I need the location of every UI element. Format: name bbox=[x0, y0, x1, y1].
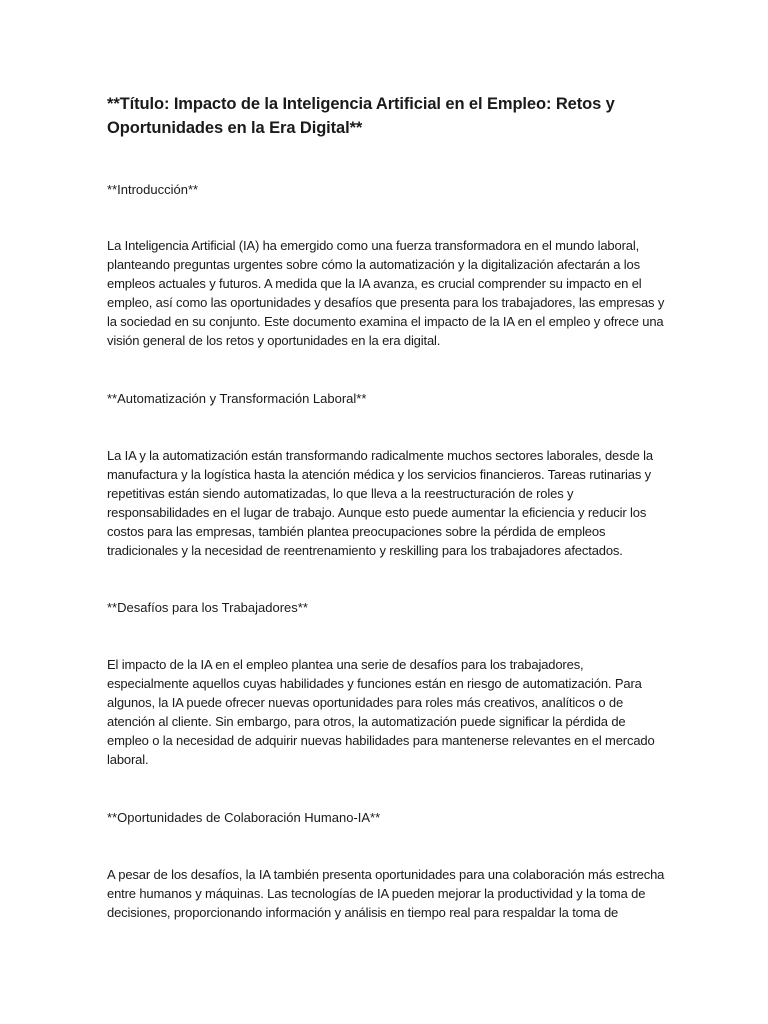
section-paragraph-automatizacion bbox=[107, 446, 653, 560]
paragraph-line: La Inteligencia Artificial (IA) ha emergido como una fuerza transformadora en el mundo laboral, bbox=[107, 238, 640, 253]
section-paragraph-introduccion bbox=[107, 236, 664, 350]
paragraph-line: algunos, la IA puede ofrecer nuevas oportunidades para roles más creativos, analíticos o de bbox=[107, 695, 624, 710]
paragraph-line: decisiones, proporcionando información y análisis en tiempo real para respaldar la toma de bbox=[107, 905, 619, 920]
title-line: Oportunidades en la Era Digital** bbox=[107, 119, 363, 137]
paragraph-line: tradicionales y la necesidad de reentrenamiento y reskilling para los trabajadores afectados. bbox=[107, 543, 623, 558]
section-heading-oportunidades: **Oportunidades de Colaboración Humano-IA** bbox=[107, 810, 381, 825]
paragraph-line: entre humanos y máquinas. Las tecnologías de IA pueden mejorar la productividad y la toma de bbox=[107, 886, 646, 901]
paragraph-line: El impacto de la IA en el empleo plantea una serie de desafíos para los trabajadores, bbox=[107, 657, 584, 672]
title-line: **Título: Impacto de la Inteligencia Artificial en el Empleo: Retos y bbox=[107, 95, 615, 113]
paragraph-line: la sociedad en su conjunto. Este documento examina el impacto de la IA en el empleo y ofrece una bbox=[107, 314, 664, 329]
paragraph-line: A pesar de los desafíos, la IA también presenta oportunidades para una colaboración más estrecha bbox=[107, 867, 665, 882]
paragraph-line: empleo, así como las oportunidades y desafíos que presenta para los trabajadores, las empresas y bbox=[107, 295, 665, 310]
paragraph-line: visión general de los retos y oportunidades en la era digital. bbox=[107, 333, 441, 348]
section-paragraph-desafios bbox=[107, 655, 655, 769]
paragraph-line: repetitivas están siendo automatizadas, lo que lleva a la reestructuración de roles y bbox=[107, 486, 574, 501]
paragraph-line: laboral. bbox=[107, 752, 149, 767]
section-heading-introduccion: **Introducción** bbox=[107, 182, 199, 197]
paragraph-line: empleos actuales y futuros. A medida que la IA avanza, es crucial comprender su impacto en el bbox=[107, 276, 642, 291]
section-heading-desafios: **Desafíos para los Trabajadores** bbox=[107, 600, 308, 615]
paragraph-line: atención al cliente. Sin embargo, para otros, la automatización puede significar la pérdida de bbox=[107, 714, 626, 729]
paragraph-line: especialmente aquellos cuyas habilidades y funciones están en riesgo de automatización. Para bbox=[107, 676, 642, 691]
paragraph-line: empleo o la necesidad de adquirir nuevas habilidades para mantenerse relevantes en el mercado bbox=[107, 733, 655, 748]
document-title bbox=[107, 92, 627, 140]
section-heading-automatizacion: **Automatización y Transformación Laboral** bbox=[107, 391, 367, 406]
paragraph-line: manufactura y la logística hasta la atención médica y los servicios financieros. Tareas rutinarias y bbox=[107, 467, 652, 482]
paragraph-line: costos para las empresas, también plantea preocupaciones sobre la pérdida de empleos bbox=[107, 524, 606, 539]
paragraph-line: responsabilidades en el lugar de trabajo. Aunque esto puede aumentar la eficiencia y reducir los bbox=[107, 505, 647, 520]
paragraph-line: planteando preguntas urgentes sobre cómo la automatización y la digitalización afectarán a los bbox=[107, 257, 640, 272]
paragraph-line: La IA y la automatización están transformando radicalmente muchos sectores laborales, desde la bbox=[107, 448, 653, 463]
section-paragraph-oportunidades bbox=[107, 865, 664, 922]
